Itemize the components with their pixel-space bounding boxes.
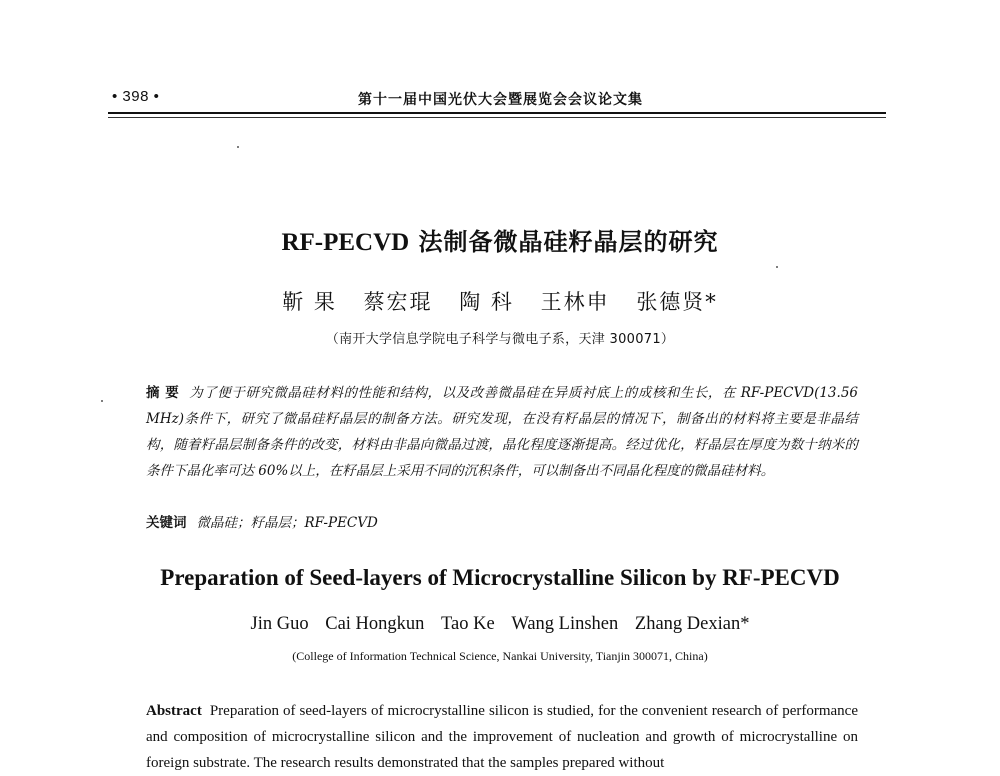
english-affiliation: (College of Information Technical Science, Nankai University, Tianjin 300071, China) xyxy=(292,649,708,663)
english-author: Jin Guo xyxy=(250,614,309,634)
chinese-keywords xyxy=(146,511,858,535)
chinese-author: 张德贤* xyxy=(636,290,718,314)
header-rule-thick xyxy=(108,112,886,114)
chinese-authors xyxy=(0,286,1000,316)
english-abstract-label: Abstract xyxy=(146,703,202,719)
chinese-keywords-label: 关键词 xyxy=(146,515,187,531)
chinese-author: 靳 果 xyxy=(282,290,337,314)
page-number: • 398 • xyxy=(112,88,160,105)
english-abstract-text: Preparation of seed-layers of microcrystalline silicon is studied, for the convenient research of performance and composition of microcrystalline silicon and the improvement of nucleation and growth of microcrystalline on foreign substrate. The research results demonstrated that the samples prepared without xyxy=(146,703,858,771)
chinese-author: 陶 科 xyxy=(459,290,514,314)
chinese-author: 王林申 xyxy=(540,290,610,314)
chinese-title-latin: RF-PECVD xyxy=(281,229,410,256)
chinese-author: 蔡宏琨 xyxy=(363,290,433,314)
chinese-abstract xyxy=(146,380,858,484)
chinese-abstract-text: 为了便于研究微晶硅材料的性能和结构，以及改善微晶硅在异质衬底上的成核和生长，在 RF-PECVD(13.56 MHz)条件下，研究了微晶硅籽晶层的制备方法。研究发现，在没有籽晶层的情况下，制备出的材料将主要是非晶结构，随着籽晶层制备条件的改变，材料由非晶向微晶过渡，晶化程度逐渐提高。经过优化，籽晶层在厚度为数十纳米的条件下晶化率可达 60%以上，在籽晶层上采用不同的沉积条件，可以制备出不同晶化程度的微晶硅材料。 xyxy=(146,385,858,479)
chinese-title-rest: 法制备微晶硅籽晶层的研究 xyxy=(409,228,719,256)
chinese-title xyxy=(0,222,1000,257)
journal-title: 第十一届中国光伏大会暨展览会会议论文集 xyxy=(358,92,643,108)
english-title: Preparation of Seed-layers of Microcrystalline Silicon by RF-PECVD xyxy=(160,565,840,590)
running-head xyxy=(110,86,885,110)
english-author: Cai Hongkun xyxy=(325,614,425,634)
scan-speck xyxy=(101,400,103,402)
english-author: Tao Ke xyxy=(441,614,495,634)
english-author: Wang Linshen xyxy=(511,614,619,634)
chinese-affiliation: （南开大学信息学院电子科学与微电子系，天津 300071） xyxy=(325,332,675,347)
english-author: Zhang Dexian* xyxy=(634,614,750,634)
english-authors xyxy=(0,614,1000,635)
scan-speck xyxy=(237,146,239,148)
chinese-keywords-text: 微晶硅；籽晶层；RF-PECVD xyxy=(196,515,378,531)
english-abstract xyxy=(146,698,858,776)
chinese-abstract-label: 摘 要 xyxy=(146,385,180,401)
scan-speck xyxy=(776,266,778,268)
header-rule-thin xyxy=(108,117,886,118)
